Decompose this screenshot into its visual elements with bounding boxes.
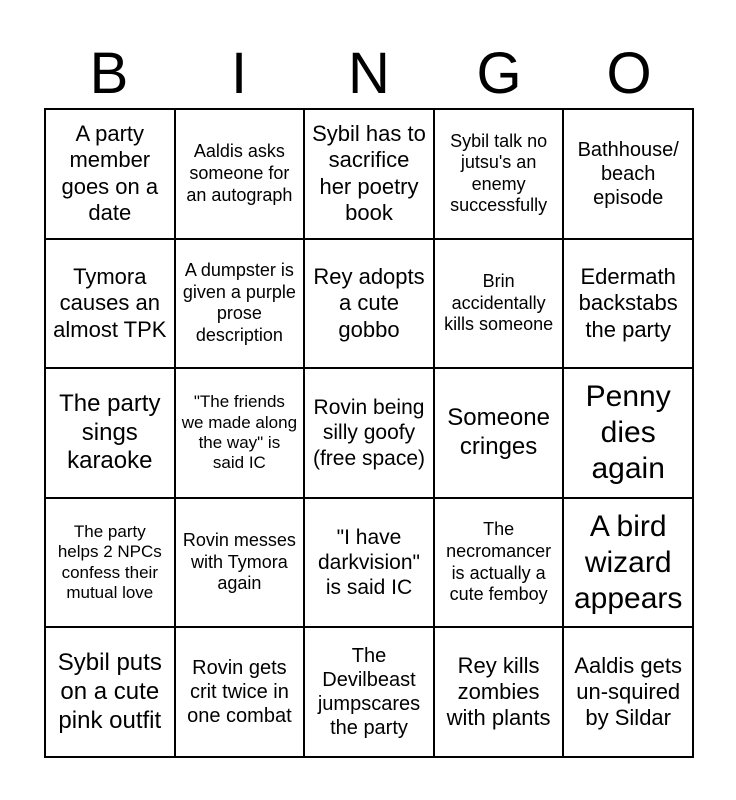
- bingo-cell-r1-c1[interactable]: A party member goes on a date: [45, 109, 175, 239]
- bingo-cell-r3-c5[interactable]: Penny dies again: [563, 368, 693, 498]
- header-letter-n: N: [348, 41, 390, 106]
- header-letter-b: B: [89, 41, 129, 106]
- bingo-cell-r3-c1[interactable]: The party sings karaoke: [45, 368, 175, 498]
- bingo-cell-r5-c5[interactable]: Aaldis gets un-squired by Sildar: [563, 627, 693, 757]
- bingo-cell-r5-c1[interactable]: Sybil puts on a cute pink outfit: [45, 627, 175, 757]
- bingo-board: [44, 108, 694, 758]
- bingo-cell-r1-c2[interactable]: Aaldis asks someone for an autograph: [175, 109, 305, 239]
- bingo-cell-r5-c2[interactable]: Rovin gets crit twice in one combat: [175, 627, 305, 757]
- bingo-cell-r5-c4[interactable]: Rey kills zombies with plants: [434, 627, 564, 757]
- bingo-cell-r5-c3[interactable]: The Devilbeast jumpscares the party: [304, 627, 434, 757]
- bingo-cell-r2-c5[interactable]: Edermath backstabs the party: [563, 239, 693, 369]
- bingo-cell-r1-c5[interactable]: Bathhouse/ beach episode: [563, 109, 693, 239]
- bingo-cell-r2-c3[interactable]: Rey adopts a cute gobbo: [304, 239, 434, 369]
- bingo-cell-r3-c3[interactable]: Rovin being silly goofy (free space): [304, 368, 434, 498]
- bingo-cell-r4-c4[interactable]: The necromancer is actually a cute femboy: [434, 498, 564, 628]
- header-letter-g: G: [476, 41, 522, 106]
- bingo-cell-r1-c3[interactable]: Sybil has to sacrifice her poetry book: [304, 109, 434, 239]
- bingo-cell-r2-c2[interactable]: A dumpster is given a purple prose description: [175, 239, 305, 369]
- header-letter-o: O: [606, 41, 652, 106]
- bingo-cell-r3-c2[interactable]: "The friends we made along the way" is said IC: [175, 368, 305, 498]
- bingo-cell-r3-c4[interactable]: Someone cringes: [434, 368, 564, 498]
- bingo-header: [44, 42, 694, 106]
- bingo-cell-r4-c2[interactable]: Rovin messes with Tymora again: [175, 498, 305, 628]
- bingo-cell-r2-c4[interactable]: Brin accidentally kills someone: [434, 239, 564, 369]
- bingo-cell-r4-c3[interactable]: "I have darkvision" is said IC: [304, 498, 434, 628]
- bingo-cell-r4-c1[interactable]: The party helps 2 NPCs confess their mutual love: [45, 498, 175, 628]
- header-letter-i: I: [230, 41, 248, 106]
- bingo-cell-r4-c5[interactable]: A bird wizard appears: [563, 498, 693, 628]
- bingo-cell-r1-c4[interactable]: Sybil talk no jutsu's an enemy successfully: [434, 109, 564, 239]
- bingo-cell-r2-c1[interactable]: Tymora causes an almost TPK: [45, 239, 175, 369]
